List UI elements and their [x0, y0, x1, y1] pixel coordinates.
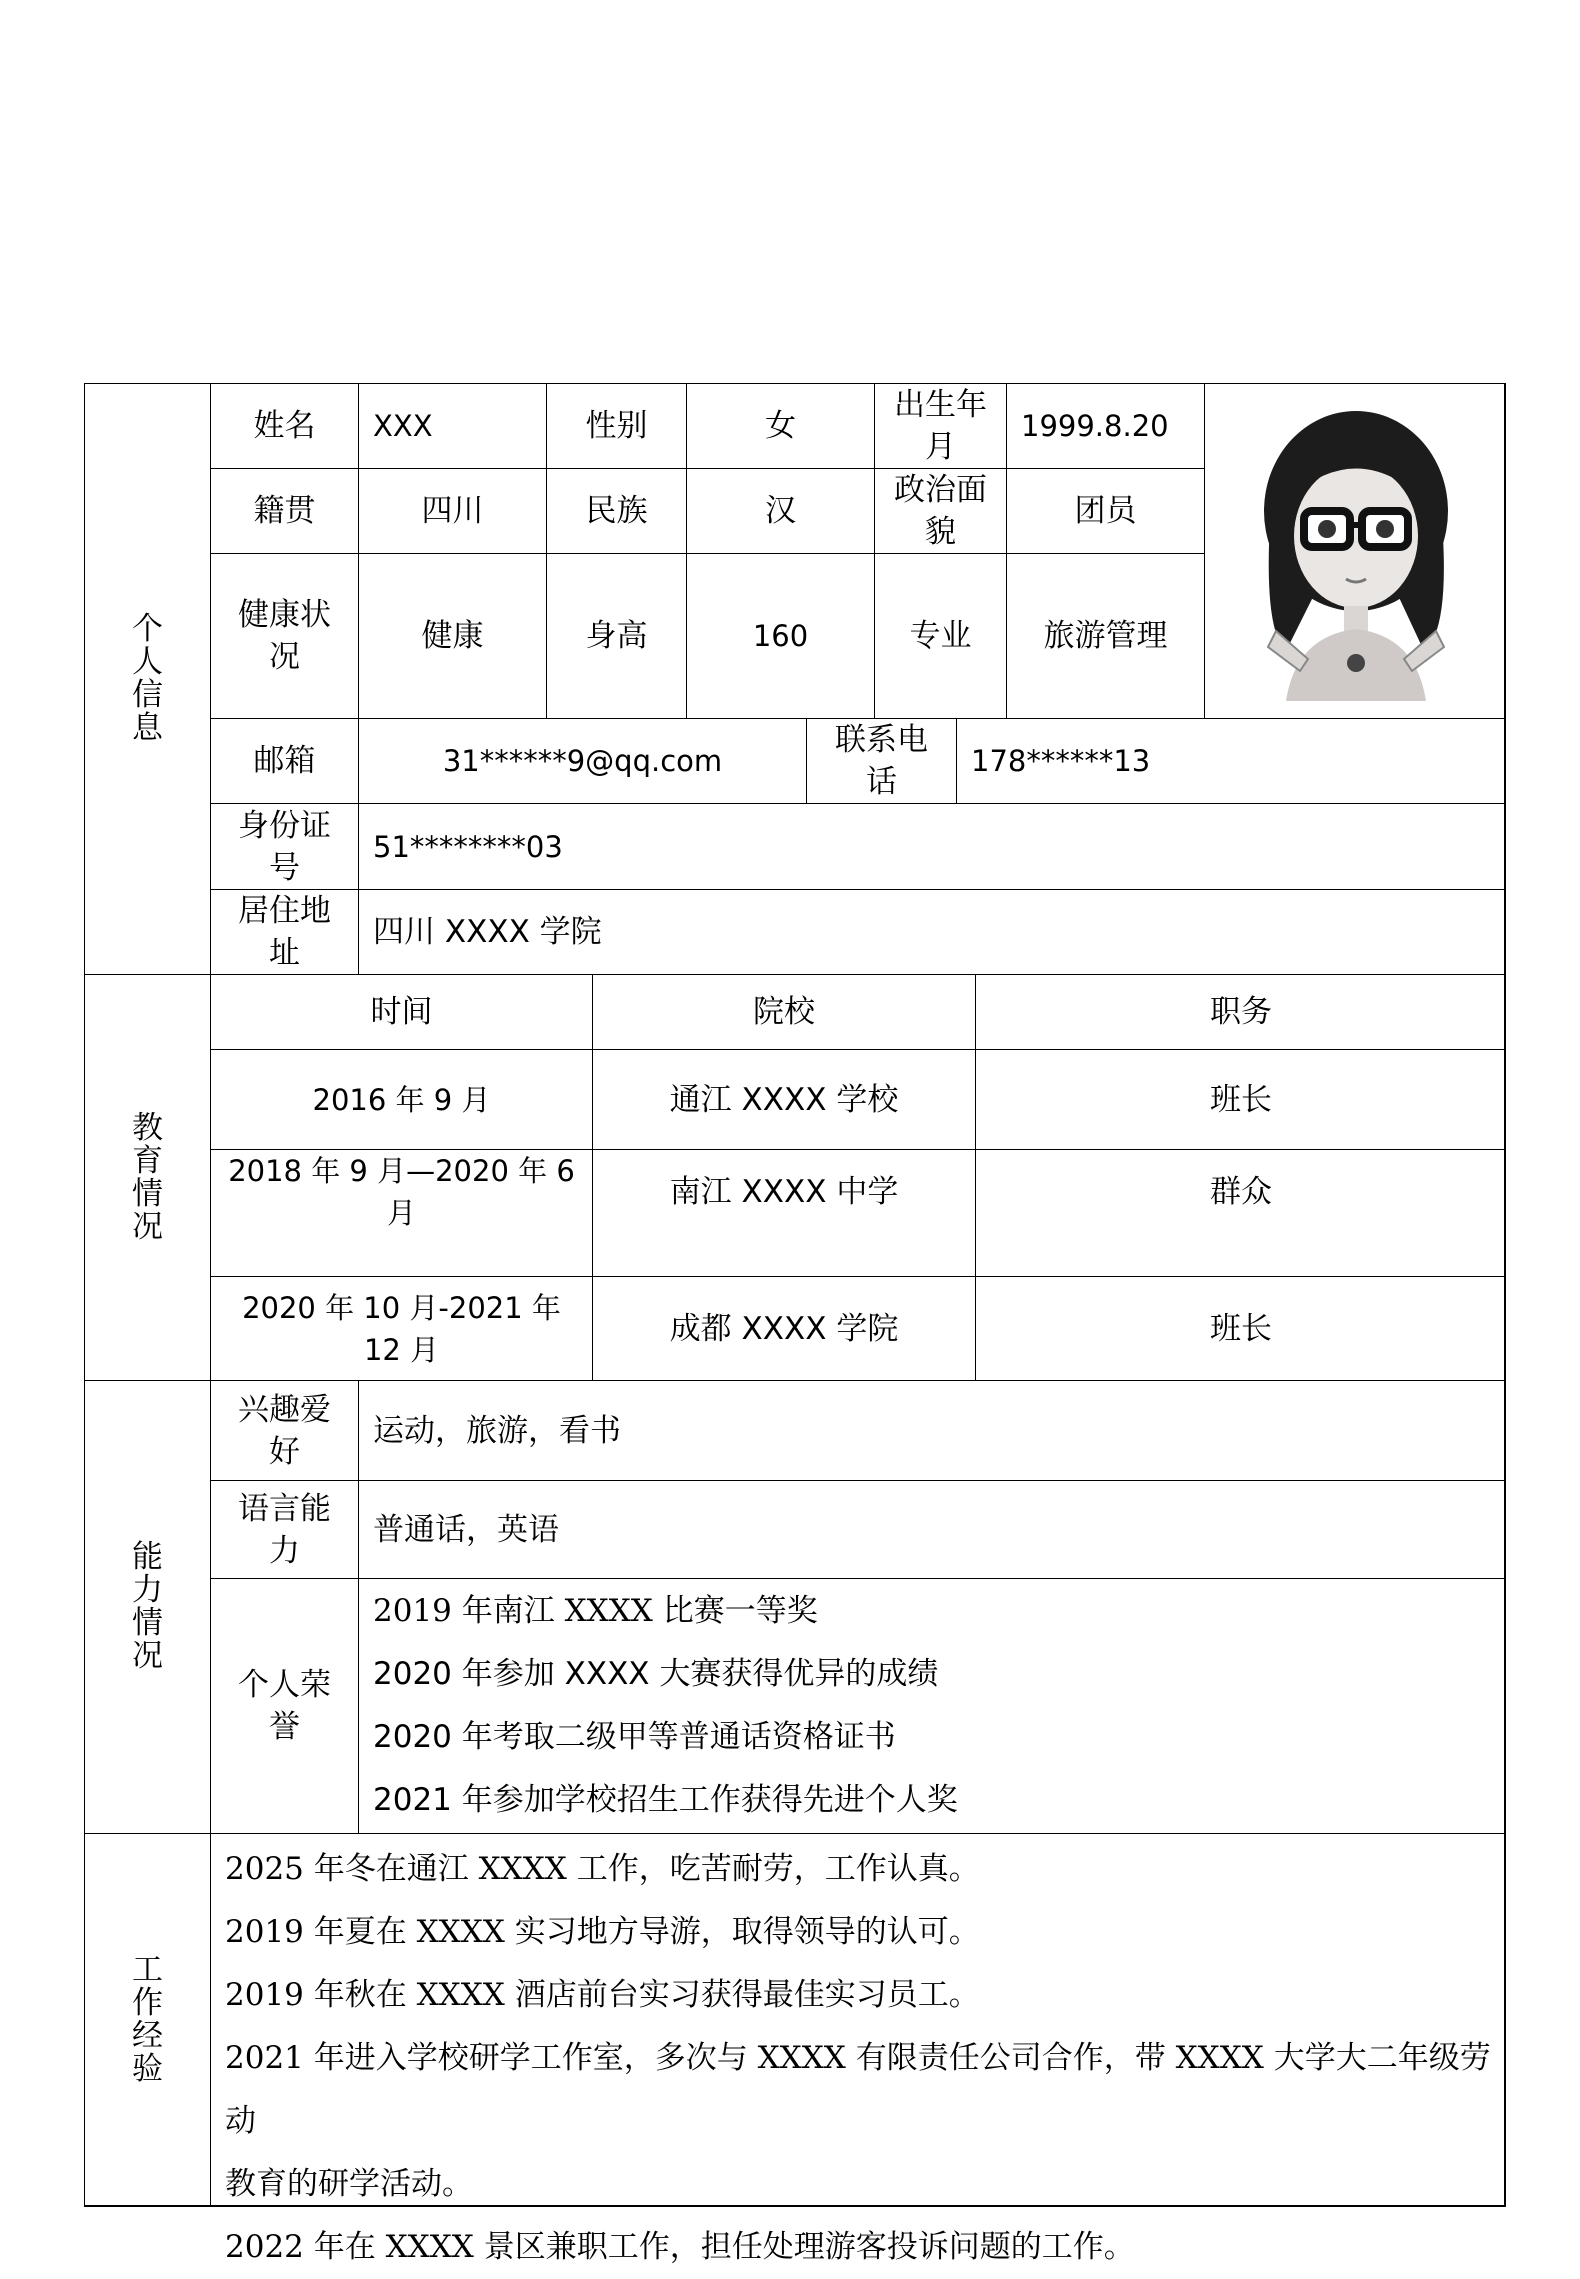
honor-list — [358, 1578, 1506, 1833]
edu-row-1-time: 2016 年 9 月 — [210, 1049, 592, 1149]
height-label: 身高 — [546, 553, 686, 718]
honor-label-text: 个人荣誉 — [238, 1667, 331, 1745]
edu-header-time: 时间 — [210, 974, 592, 1049]
section-ability — [84, 1380, 210, 1833]
language-label-text: 语言能力 — [238, 1490, 331, 1569]
section-ability-label: 能力情况 — [132, 1539, 163, 1674]
edu-row-3-school: 成都 XXXX 学院 — [592, 1276, 975, 1380]
section-personal-label: 个人信息 — [132, 611, 163, 746]
language-label — [210, 1480, 358, 1578]
section-work-label: 工作经验 — [132, 1952, 163, 2087]
edu-row-3-role: 班长 — [975, 1276, 1506, 1380]
name-value: XXX — [358, 383, 546, 468]
photo-cell — [1204, 383, 1506, 718]
section-education-label: 教育情况 — [132, 1109, 163, 1245]
edu-row-1-school: 通江 XXXX 学校 — [592, 1049, 975, 1149]
hobby-label-text: 兴趣爱好 — [238, 1391, 331, 1470]
birth-label-text: 出生年月 — [894, 387, 987, 465]
address-value: 四川 XXXX 学院 — [358, 889, 1506, 974]
phone-label-text: 联系电话 — [835, 722, 928, 800]
hobby-label — [210, 1380, 358, 1480]
edu-header-role: 职务 — [975, 974, 1506, 1049]
gender-label: 性别 — [546, 383, 686, 468]
cartoon-girl-avatar-icon — [1246, 401, 1466, 701]
ethnicity-label: 民族 — [546, 468, 686, 553]
name-label: 姓名 — [210, 383, 358, 468]
health-label-text: 健康状况 — [238, 597, 331, 675]
email-label: 邮箱 — [210, 718, 358, 803]
honor-item: 2019 年南江 XXXX 比赛一等奖 — [373, 1593, 818, 1629]
major-label: 专业 — [874, 553, 1006, 718]
work-line: 2022 年在 XXXX 景区兼职工作，担任处理游客投诉问题的工作。 — [225, 2229, 1135, 2265]
health-label — [210, 553, 358, 718]
native-value: 四川 — [358, 468, 546, 553]
ethnicity-value: 汉 — [686, 468, 874, 553]
honor-item: 2021 年参加学校招生工作获得先进个人奖 — [373, 1782, 958, 1818]
id-value: 51********03 — [358, 803, 1506, 889]
language-value: 普通话，英语 — [358, 1480, 1506, 1578]
table-bottom-border — [84, 2205, 1506, 2207]
work-line: 2025 年冬在通江 XXXX 工作，吃苦耐劳，工作认真。 — [225, 1851, 980, 1887]
section-work — [84, 1833, 210, 2206]
edu-row-1-role: 班长 — [975, 1049, 1506, 1149]
political-label — [874, 468, 1006, 553]
native-label: 籍贯 — [210, 468, 358, 553]
height-value: 160 — [686, 553, 874, 718]
edu-row-2-role: 群众 — [975, 1149, 1506, 1276]
political-label-text: 政治面貌 — [894, 472, 987, 550]
honor-item: 2020 年考取二级甲等普通话资格证书 — [373, 1719, 896, 1755]
section-education — [84, 974, 210, 1380]
id-label — [210, 803, 358, 889]
phone-value: 178******13 — [956, 718, 1506, 803]
work-list — [210, 1833, 1506, 2265]
edu-row-2-school: 南江 XXXX 中学 — [592, 1149, 975, 1276]
edu-row-3-time: 2020 年 10 月-2021 年 12 月 — [210, 1276, 592, 1380]
work-line: 2019 年夏在 XXXX 实习地方导游，取得领导的认可。 — [225, 1914, 980, 1950]
phone-label — [806, 718, 956, 803]
work-line: 2019 年秋在 XXXX 酒店前台实习获得最佳实习员工。 — [225, 1977, 980, 2013]
email-value: 31******9@qq.com — [358, 718, 806, 803]
health-value: 健康 — [358, 553, 546, 718]
work-line: 2021 年进入学校研学工作室，多次与 XXXX 有限责任公司合作，带 XXXX 大学大二年级劳动 — [225, 2040, 1491, 2139]
resume-table — [84, 383, 1506, 2265]
work-line: 教育的研学活动。 — [225, 2166, 473, 2202]
major-value: 旅游管理 — [1006, 553, 1204, 718]
table-right-border — [1504, 383, 1506, 2206]
political-value: 团员 — [1006, 468, 1204, 553]
hobby-value: 运动，旅游，看书 — [358, 1380, 1506, 1480]
edu-row-2-time: 2018 年 9 月—2020 年 6 月 — [210, 1149, 592, 1276]
birth-label — [874, 383, 1006, 468]
honor-label — [210, 1578, 358, 1833]
gender-value: 女 — [686, 383, 874, 468]
address-label — [210, 889, 358, 974]
section-personal — [84, 383, 210, 974]
honor-item: 2020 年参加 XXXX 大赛获得优异的成绩 — [373, 1656, 939, 1692]
birth-value: 1999.8.20 — [1006, 383, 1204, 468]
address-label-text: 居住地址 — [238, 893, 331, 971]
edu-header-school: 院校 — [592, 974, 975, 1049]
id-label-text: 身份证号 — [238, 807, 331, 886]
